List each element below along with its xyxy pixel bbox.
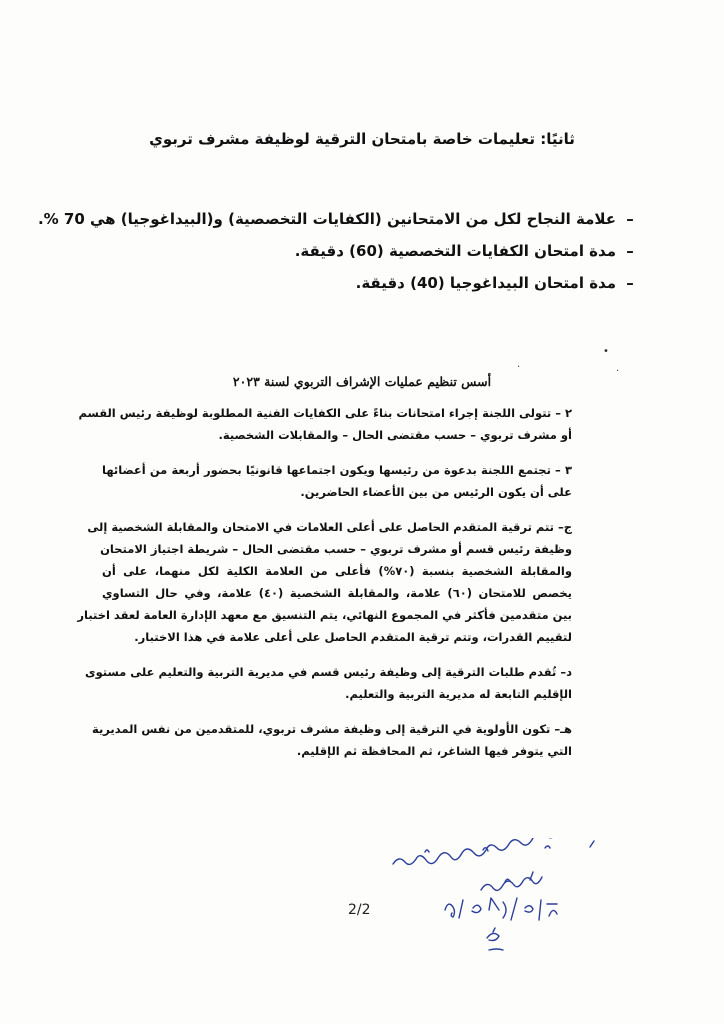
regulation-line: الإقليم التابعة له مديرية التربية والتعليم.: [345, 687, 572, 701]
dash-marker: –: [626, 274, 634, 292]
instruction-item: [37, 203, 644, 235]
instruction-item: [84, 235, 644, 267]
regulation-line: وظيفة رئيس قسم أو مشرف تربوي – حسب مقتضى الحال – شريطة اجتياز الامتحان: [100, 542, 572, 556]
instruction-text: مدة امتحان البيداغوجيا (40) دقيقة.: [355, 274, 616, 292]
regulation-line: التي يتوفر فيها الشاغر، ثم المحافظة ثم الإقليم.: [296, 744, 572, 758]
dash-marker: –: [626, 210, 634, 228]
regulation-line: ج– تتم ترقية المتقدم الحاصل على أعلى العلامات في الامتحان والمقابلة الشخصية إلى: [87, 520, 572, 534]
page-number: 2/2: [348, 902, 371, 918]
regulation-line: هـ– تكون الأولوية في الترقية إلى وظيفة مشرف تربوي، للمتقدمين من نفس المديرية: [91, 722, 572, 736]
instruction-list: [37, 203, 644, 299]
regulation-line: بين متقدمين فأكثر في المجموع النهائي، يتم التنسيق مع معهد الإدارة العامة لعقد اختبار: [77, 608, 572, 622]
regulation-item: [102, 459, 572, 503]
regulation-line: أو مشرف تربوي – حسب مقتضى الحال – والمقابلات الشخصية.: [218, 428, 572, 442]
instruction-text: علامة النجاح لكل من الامتحانين (الكفايات التخصصية) و(البيداغوجيا) هي 70 %.: [37, 210, 616, 228]
handwritten-signature: [385, 838, 620, 963]
instruction-text: مدة امتحان الكفايات التخصصية (60) دقيقة.: [294, 242, 616, 260]
regulation-line: ٣ – تجتمع اللجنة بدعوة من رئيسها ويكون اجتماعها قانونيًا بحضور أربعة من أعضائها: [102, 463, 572, 477]
scan-speck: •: [603, 346, 609, 357]
regulation-line: يخصص للامتحان (٦٠) علامة، والمقابلة الشخصية (٤٠) علامة، وفي حال التساوي: [102, 586, 572, 600]
scan-speck: ·: [517, 362, 521, 373]
regulation-item: [91, 718, 572, 762]
regulation-item: [77, 516, 572, 648]
regulation-line: والمقابلة الشخصية بنسبة (٧٠%) فأعلى من العلامة الكلية لكل منهما، على أن: [102, 564, 572, 578]
regulation-line: ٢ – تتولى اللجنة إجراء امتحانات بناءً على الكفايات الفنية المطلوبة لوظيفة رئيس القسم: [78, 406, 572, 420]
regulation-item: [78, 402, 572, 446]
regulation-line: لتقييم القدرات، وتتم ترقية المتقدم الحاصل على أعلى علامة في هذا الاختبار.: [134, 630, 572, 644]
section-subtitle: أسس تنظيم عمليات الإشراف التربوي لسنة ٢٠٢٣: [232, 374, 492, 389]
page-title: ثانيًا: تعليمات خاصة بامتحان الترقية لوظيفة مشرف تربوي: [149, 130, 575, 148]
regulation-line: د– تُقدم طلبات الترقية إلى وظيفة رئيس قسم في مديرية التربية والتعليم على مستوى: [85, 665, 572, 679]
dash-marker: –: [626, 242, 634, 260]
scan-speck: ·: [616, 366, 620, 377]
regulation-list: [77, 402, 572, 775]
regulation-item: [85, 661, 572, 705]
regulation-line: على أن يكون الرئيس من بين الأعضاء الحاضرين.: [300, 485, 572, 499]
instruction-item: [84, 267, 644, 299]
